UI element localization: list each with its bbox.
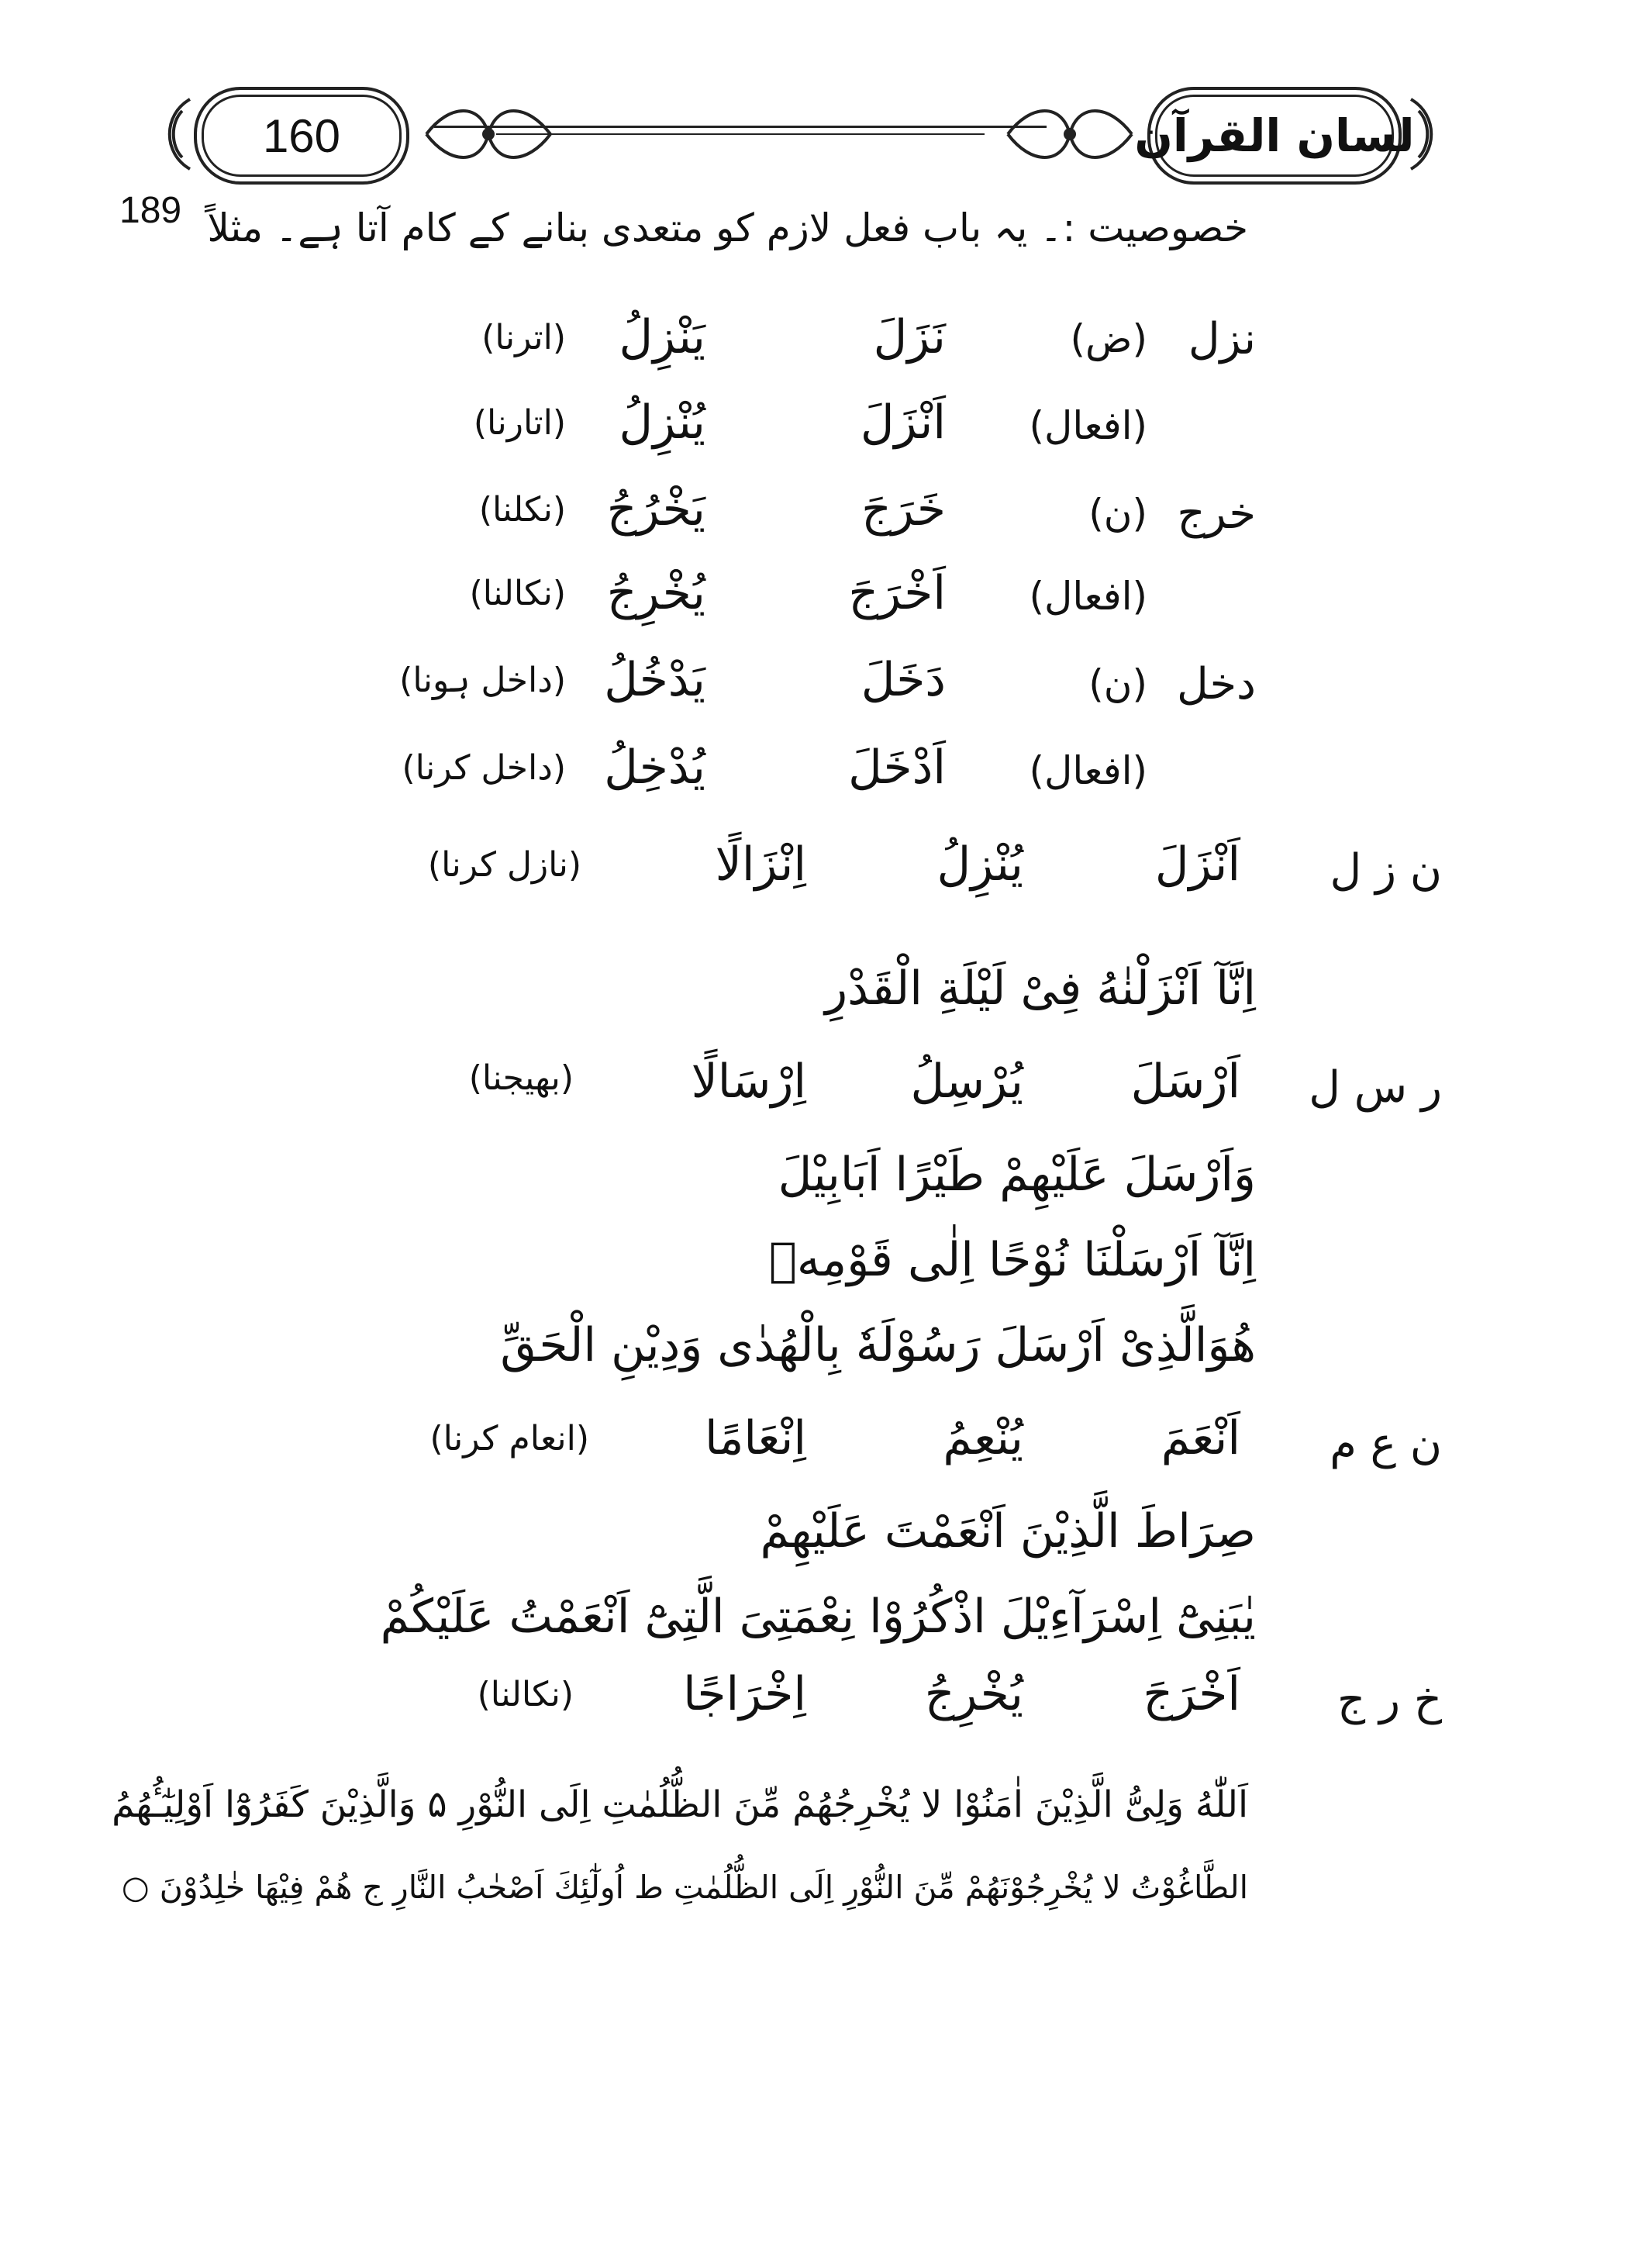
bab-label: (ض) <box>1070 316 1147 361</box>
present-verb: یُخْرِجُ <box>606 566 705 620</box>
root-label: ن ز ل <box>1330 845 1442 896</box>
masdar: اِخْرَاجًا <box>683 1667 806 1721</box>
meaning: (نازل کرنا) <box>427 845 581 885</box>
example-verse: وَاَرْسَلَ عَلَیْهِمْ طَیْرًا اَبَابِیْلَ <box>778 1148 1256 1202</box>
present-verb: یُنْزِلُ <box>619 395 705 450</box>
present-verb: یُخْرِجُ <box>924 1667 1023 1721</box>
past-verb: اَخْرَجَ <box>1143 1667 1240 1721</box>
example-verse: یٰبَنِیْٓ اِسْرَآءِیْلَ اذْكُرُوْا نِعْمَتِیَ الَّتِیْٓ اَنْعَمْتُ عَلَیْكُمْ <box>380 1590 1256 1644</box>
ornament-icon <box>1000 91 1140 177</box>
header-rule-inner <box>496 133 985 135</box>
present-verb: یَخْرُجُ <box>606 482 705 537</box>
meaning: (انعام کرنا) <box>429 1419 589 1458</box>
masdar: اِرْسَالًا <box>691 1055 806 1109</box>
page-number-cartouche <box>194 87 409 185</box>
meaning: (بھیجنا) <box>468 1058 574 1098</box>
present-verb: یُدْخِلُ <box>604 740 705 795</box>
past-verb: اَدْخَلَ <box>848 740 946 795</box>
ornament-icon <box>155 91 194 177</box>
meaning: (داخل ہونا) <box>399 661 566 700</box>
intro-text: خصوصیت :۔ یہ باب فعل لازم کو متعدی بنانے کے کام آتا ہے۔ مثلاً <box>207 205 1248 250</box>
reference-number: 189 <box>119 190 182 231</box>
root-label: خ ر ج <box>1337 1675 1442 1725</box>
example-verse: اِنَّآ اَنْزَلْنٰهُ فِیْ لَیْلَةِ الْقَدْرِ <box>825 961 1256 1016</box>
example-verse: اِنَّآ اَرْسَلْنَا نُوْحًا اِلٰی قَوْمِهٖ <box>768 1233 1256 1287</box>
root-label: ر س ل <box>1309 1062 1442 1113</box>
root-label: نزل <box>1188 314 1256 364</box>
verse-line: اَللّٰهُ وَلِیُّ الَّذِیْنَ اٰمَنُوْا لا یُخْرِجُهُمْ مِّنَ الظُّلُمٰتِ اِلَی النُّوْرِ ۵ وَالَّذِیْنَ كَفَرُوْٓا اَوْلِیٰٓـُٔهُمُ <box>112 1783 1248 1826</box>
meaning: (نکالنا) <box>469 574 566 613</box>
example-verse: صِرَاطَ الَّذِیْنَ اَنْعَمْتَ عَلَیْهِمْ <box>760 1504 1256 1559</box>
past-verb: دَخَلَ <box>861 653 946 707</box>
bab-label: (افعال) <box>1029 574 1147 619</box>
page-number: 160 <box>262 109 341 162</box>
bab-label: (ن) <box>1088 491 1147 536</box>
present-verb: یَدْخُلُ <box>604 653 705 707</box>
past-verb: اَرْسَلَ <box>1130 1055 1240 1109</box>
bab-label: (ن) <box>1088 661 1147 706</box>
masdar: اِنْعَامًا <box>704 1411 806 1465</box>
example-verse: هُوَالَّذِیْ اَرْسَلَ رَسُوْلَهٗ بِالْهُدٰی وَدِیْنِ الْحَقِّ <box>500 1318 1256 1372</box>
present-verb: یُرْسِلُ <box>910 1055 1023 1109</box>
past-verb: اَخْرَجَ <box>848 566 946 620</box>
past-verb: اَنْعَمَ <box>1161 1411 1240 1465</box>
past-verb: اَنْزَلَ <box>860 395 946 450</box>
present-verb: یُنْعِمُ <box>943 1411 1023 1465</box>
past-verb: اَنْزَلَ <box>1154 837 1240 892</box>
past-verb: نَزَلَ <box>873 310 946 364</box>
present-verb: یَنْزِلُ <box>619 310 705 364</box>
bab-label: (افعال) <box>1029 748 1147 793</box>
book-title: لسان القرآن <box>1134 109 1415 162</box>
present-verb: یُنْزِلُ <box>936 837 1023 892</box>
bab-label: (افعال) <box>1029 403 1147 448</box>
meaning: (داخل کرنا) <box>402 748 566 788</box>
meaning: (نکالنا) <box>477 1675 574 1714</box>
masdar: اِنْزَالًا <box>715 837 806 892</box>
meaning: (اتارنا) <box>473 403 566 443</box>
root-label: ن ع م <box>1330 1419 1442 1469</box>
meaning: (نکلنا) <box>478 490 566 530</box>
root-label: دخل <box>1177 659 1256 709</box>
ornament-icon <box>419 91 558 177</box>
meaning: (اترنا) <box>481 318 566 357</box>
root-label: خرج <box>1177 488 1256 539</box>
verse-line: الطَّاغُوْتُ لا یُخْرِجُوْنَهُمْ مِّنَ النُّوْرِ اِلَی الظُّلُمٰتِ ط اُولٰٓئِكَ اَصْحٰبُ النَّارِ ج هُمْ فِیْهَا خٰلِدُوْنَ ○ <box>121 1869 1248 1906</box>
book-title-cartouche <box>1134 87 1415 185</box>
past-verb: خَرَجَ <box>861 482 946 537</box>
